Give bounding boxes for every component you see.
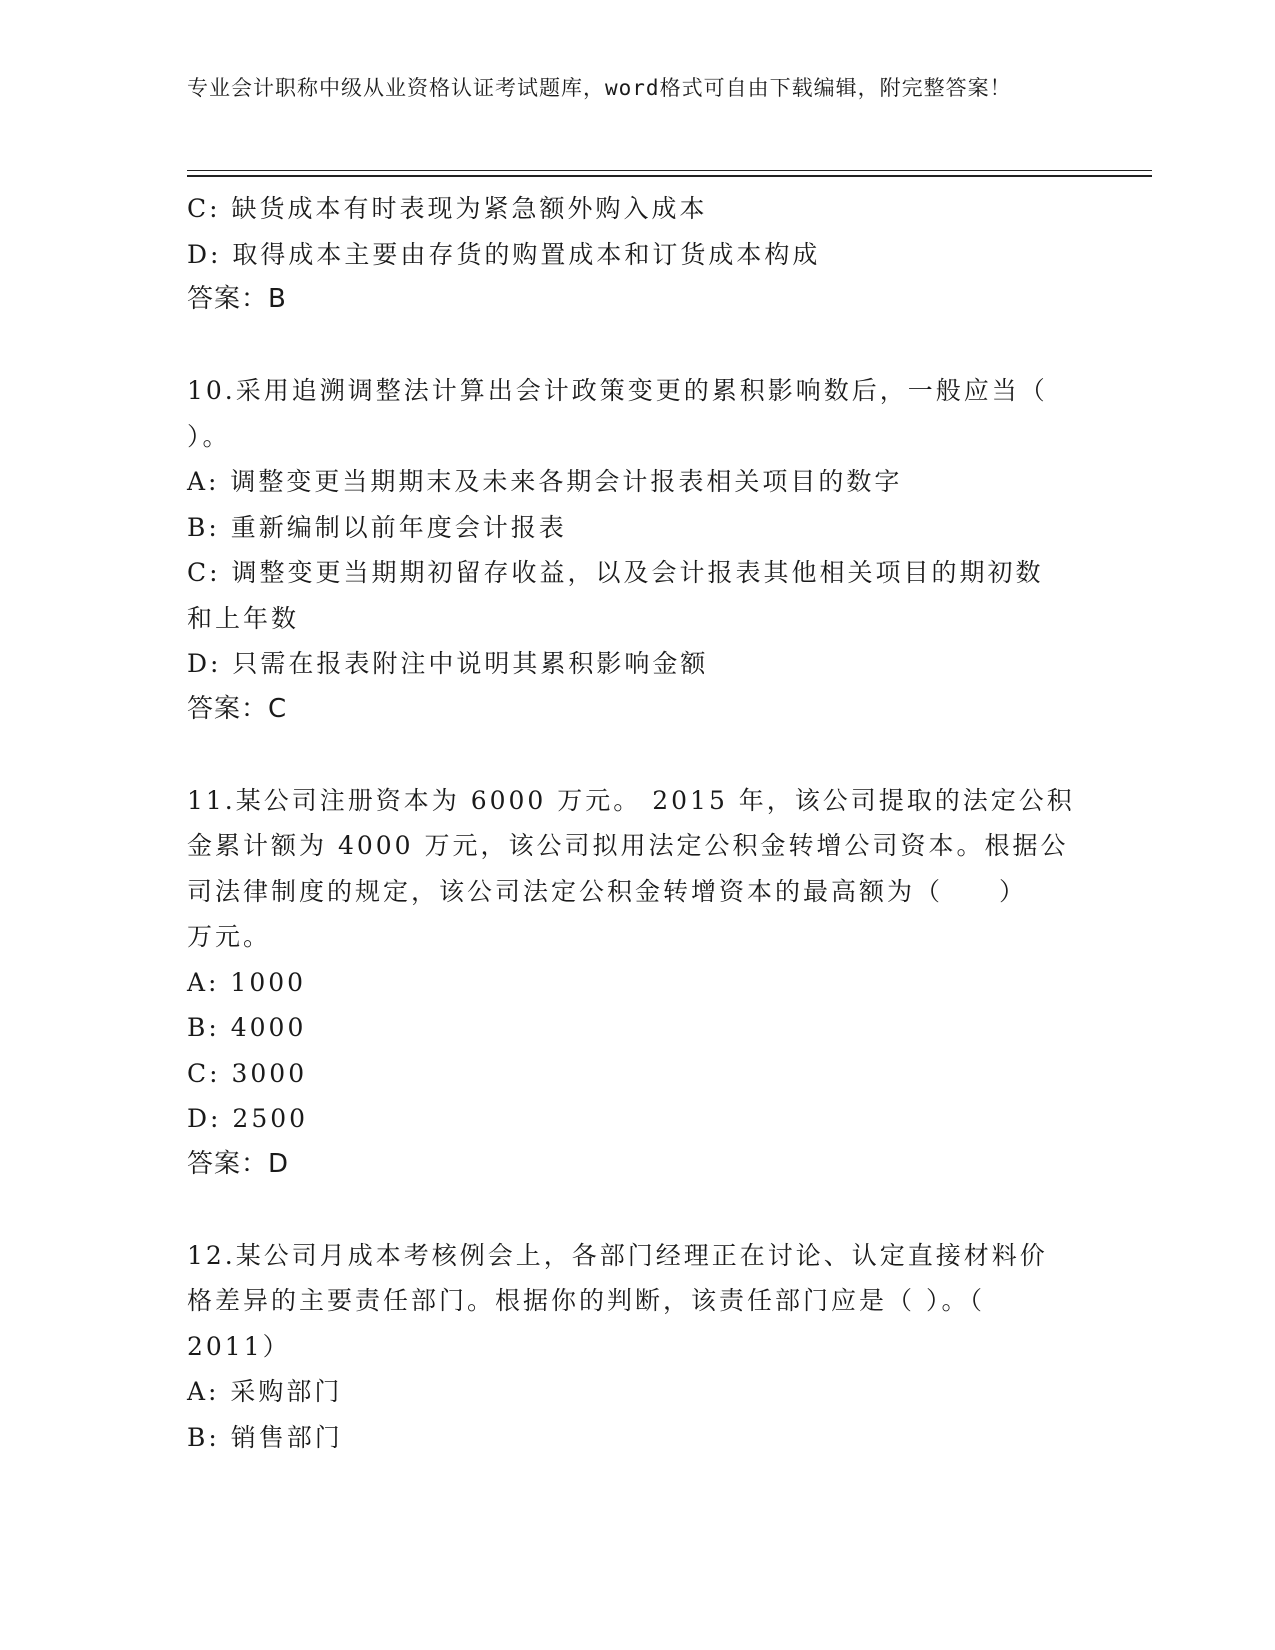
- answer-label: 答案：D: [187, 1148, 290, 1179]
- question-11: [187, 778, 1087, 1188]
- question-text-line: 2011）: [187, 1331, 291, 1361]
- option-a: A: 采购部门: [187, 1377, 343, 1406]
- option-b: B: 销售部门: [187, 1422, 343, 1452]
- answer-label: 答案：C: [187, 693, 288, 724]
- question-12: [187, 1233, 1087, 1461]
- spacer: [187, 323, 1087, 369]
- option-b: B: 重新编制以前年度会计报表: [187, 512, 567, 542]
- option-b: B: 4000: [187, 1013, 307, 1042]
- question-text-line: 格差异的主要责任部门。根据你的判断，该责任部门应是（ ）。（: [187, 1286, 985, 1315]
- question-text-line: 12.某公司月成本考核例会上，各部门经理正在讨论、认定直接材料价: [187, 1240, 1048, 1270]
- option-d: D: 只需在报表附注中说明其累积影响金额: [187, 649, 709, 678]
- option-c-continued: 和上年数: [187, 603, 300, 633]
- spacer: [187, 1187, 1087, 1233]
- option-c: C: 缺货成本有时表现为紧急额外购入成本: [187, 194, 708, 223]
- question-10: [187, 368, 1087, 732]
- header-rule-bottom: [187, 175, 1152, 177]
- question-text-line: 万元。: [187, 922, 272, 951]
- option-a: A: 1000: [187, 967, 307, 997]
- option-c: C: 调整变更当期期初留存收益，以及会计报表其他相关项目的期初数: [187, 558, 1044, 587]
- answer-label: 答案：B: [187, 284, 287, 314]
- header-text: 专业会计职称中级从业资格认证考试题库，word格式可自由下载编辑，附完整答案！: [187, 76, 1012, 100]
- header-rule-top: [187, 170, 1152, 171]
- question-text-line: ）。: [187, 421, 231, 451]
- option-d: D: 取得成本主要由存货的购置成本和订货成本构成: [187, 239, 821, 269]
- question-text-line: 10.采用追溯调整法计算出会计政策变更的累积影响数后，一般应当（: [187, 376, 1048, 405]
- document-header: [187, 72, 1067, 104]
- option-a: A: 调整变更当期期末及未来各期会计报表相关项目的数字: [187, 467, 903, 496]
- option-c: C: 3000: [187, 1058, 308, 1088]
- question-text-line: 司法律制度的规定，该公司法定公积金转增资本的最高额为（ ）: [187, 876, 1028, 906]
- spacer: [187, 732, 1087, 778]
- option-d: D: 2500: [187, 1104, 309, 1133]
- question-9-tail: [187, 186, 1087, 323]
- question-text-line: 11.某公司注册资本为 6000 万元。 2015 年，该公司提取的法定公积: [187, 785, 1075, 815]
- question-list: [187, 186, 1087, 1460]
- question-text-line: 金累计额为 4000 万元，该公司拟用法定公积金转增公司资本。根据公: [187, 831, 1069, 860]
